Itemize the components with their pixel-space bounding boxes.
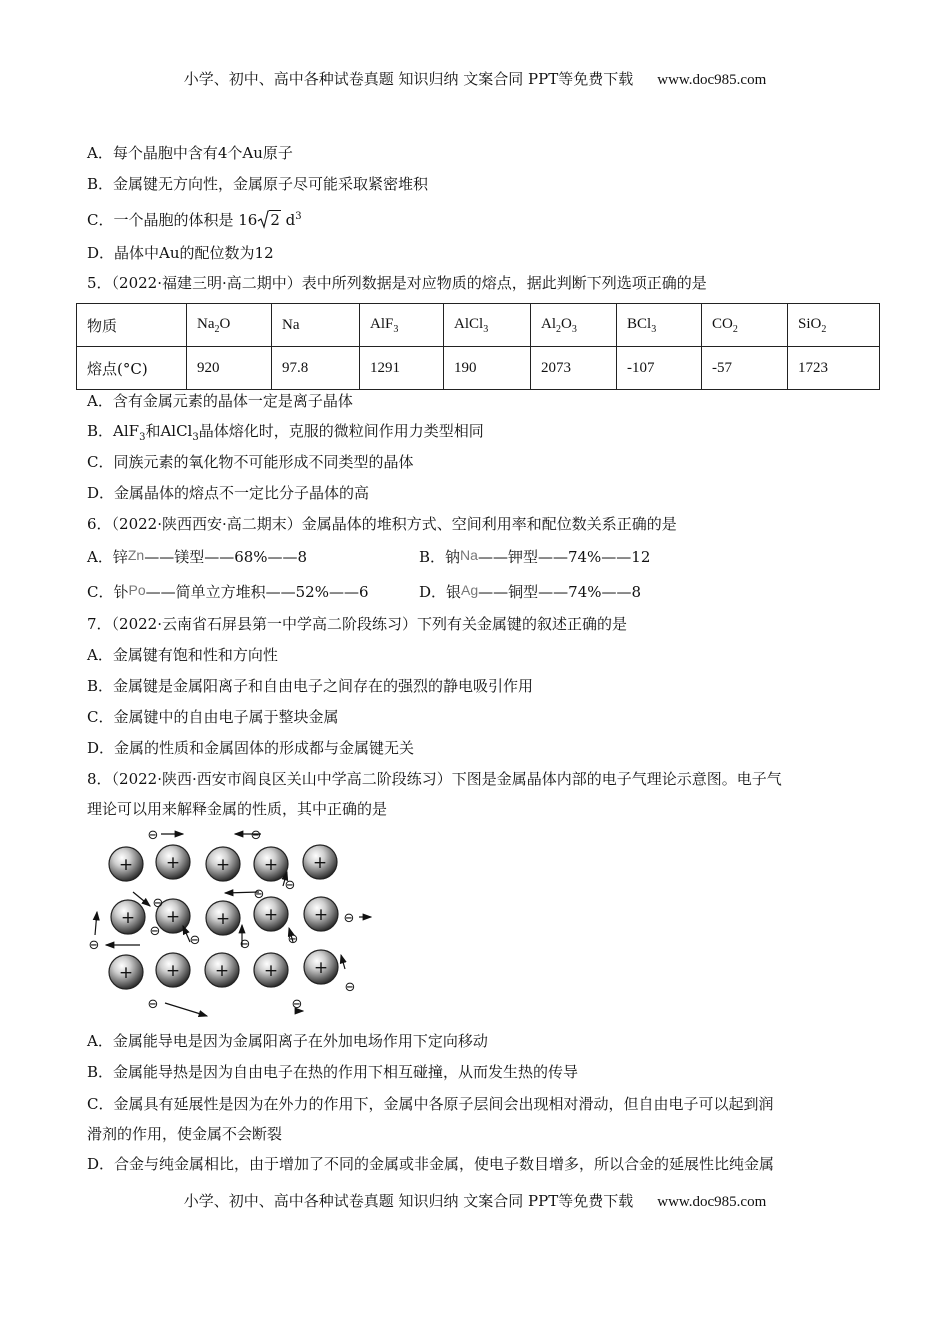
q6-a-text: ——镁型——68%——8 [144,548,308,566]
metal-cation [304,897,338,931]
q6-option-b [419,544,650,568]
table-cell-substance: BCl$_3$ [617,304,702,347]
free-electron: ⊖ [189,933,201,948]
q6-d-text: ——铜型——74%——8 [478,583,642,601]
cation-plus-sign: + [165,907,181,927]
table-cell-substance: SiO$_2$ [788,304,880,347]
header-text: 小学、初中、高中各种试卷真题 知识归纳 文案合同 PPT等免费下载 [183,70,634,88]
table-cell-value: 1723 [788,347,880,390]
table-cell-value: -107 [617,347,702,390]
q5-option-d: D．金属晶体的熔点不一定比分子晶体的高 [87,484,370,502]
subscript: 3 [192,432,199,443]
q4-c-exponent: 3 [295,211,302,222]
q4-option-c [87,206,302,231]
q7-option-c: C．金属键中的自由电子属于整块金属 [87,708,339,726]
q4-option-a: A．每个晶胞中含有4个Au原子 [87,144,293,162]
footer-url[interactable]: www.doc985.com [657,1194,767,1210]
q4-option-b: B．金属键无方向性，金属原子尽可能采取紧密堆积 [87,175,429,193]
q6-d-text: D．银 [419,583,462,601]
metal-cation [303,845,337,879]
metal-cation [254,897,288,931]
free-electron: ⊖ [149,924,161,939]
table-cell-substance: $CO_2$ [702,304,788,347]
electron-motion-arrow [95,912,97,935]
table-cell-substance: AlF$_3$ [360,304,444,347]
q5-option-b [87,420,484,449]
metal-cation [254,847,288,881]
cation-plus-sign: + [120,908,136,928]
q7-option-a: A．金属键有饱和性和方向性 [87,646,278,664]
q5-b-text: B．AlF [87,422,140,440]
metal-cation [109,955,143,989]
metal-cation [254,953,288,987]
q8-stem-line2: 理论可以用来解释金属的性质，其中正确的是 [87,800,388,818]
q5-stem: 5．（2022·福建三明·高二期中）表中所列数据是对应物质的熔点，据此判断下列选项正确的是 [87,274,707,292]
table-cell-label: 物质 [77,304,187,347]
cation-plus-sign: + [263,855,279,875]
q4-option-d: D．晶体中Au的配位数为12 [87,244,274,262]
q6-option-c [87,579,369,603]
free-electron: ⊖ [147,828,159,843]
metal-cation [111,900,145,934]
q5-b-text: 和AlCl [145,422,193,440]
metal-cation [156,845,190,879]
ion-group [109,845,338,989]
table-row-substance [77,304,880,347]
free-electron: ⊖ [343,911,355,926]
q7-option-b: B．金属键是金属阳离子和自由电子之间存在的强烈的静电吸引作用 [87,677,534,695]
q8-option-c-line1: C．金属具有延展性是因为在外力的作用下，金属中各原子层间会出现相对滑动，但自由电子可以起到润 [87,1095,774,1113]
table-cell-value: 920 [187,347,272,390]
cation-plus-sign: + [165,961,181,981]
q4-c-text: C．一个晶胞的体积是 16 [87,211,258,229]
element-symbol: Ag [461,582,479,598]
free-electron: ⊖ [152,896,164,911]
table-cell-value: -57 [702,347,788,390]
table-cell-label: 熔点(°C) [77,347,187,390]
free-electron: ⊖ [88,938,100,953]
q5-option-c: C．同族元素的氧化物不可能形成不同类型的晶体 [87,453,414,471]
cation-plus-sign: + [263,905,279,925]
cation-plus-sign: + [313,958,329,978]
q6-a-text: A．锌 [87,548,128,566]
q6-stem: 6．（2022·陕西西安·高二期末）金属晶体的堆积方式、空间利用率和配位数关系正确的是 [87,515,677,533]
free-electron: ⊖ [291,997,303,1012]
table-cell-substance: $Na_2O$ [187,304,272,347]
metal-cation [205,953,239,987]
electron-motion-arrow [165,1003,207,1016]
footer-text: 小学、初中、高中各种试卷真题 知识归纳 文案合同 PPT等免费下载 [183,1192,634,1210]
header-url[interactable]: www.doc985.com [657,72,767,88]
metal-cation [109,847,143,881]
cation-plus-sign: + [215,909,231,929]
q6-c-text: C．钋 [87,583,129,601]
q8-option-c-line2: 滑剂的作用，使金属不会断裂 [87,1125,283,1143]
table-cell-substance: Na [272,304,360,347]
sqrt-symbol [257,209,281,231]
page-header [0,68,950,89]
free-electron: ⊖ [147,997,159,1012]
melting-point-table [76,303,880,390]
cation-plus-sign: + [215,855,231,875]
element-symbol: Zn [127,547,145,563]
q6-option-d [419,579,641,603]
table-row-melting-point [77,347,880,390]
cation-plus-sign: + [313,905,329,925]
free-electron: ⊖ [344,980,356,995]
metal-cation [156,953,190,987]
table-cell-value: 1291 [360,347,444,390]
free-electron: ⊖ [250,828,262,843]
cation-plus-sign: + [263,961,279,981]
cation-plus-sign: + [118,963,134,983]
q8-option-d: D．合金与纯金属相比，由于增加了不同的金属或非金属，使电子数目增多，所以合金的延展性比纯金属 [87,1155,775,1173]
q8-option-b: B．金属能导热是因为自由电子在热的作用下相互碰撞，从而发生热的传导 [87,1063,579,1081]
page-footer [0,1190,950,1211]
sqrt-radicand: 2 [270,211,280,229]
free-electron: ⊖ [284,878,296,893]
q8-option-a: A．金属能导电是因为金属阳离子在外加电场作用下定向移动 [87,1032,488,1050]
metal-cation [206,847,240,881]
q8-stem-line1: 8．（2022·陕西·西安市阎良区关山中学高二阶段练习）下图是金属晶体内部的电子气理论示意图。电子气 [87,770,782,788]
cation-plus-sign: + [312,853,328,873]
free-electron: ⊖ [239,937,251,952]
cation-plus-sign: + [214,961,230,981]
free-electron: ⊖ [287,932,299,947]
table-cell-value: 2073 [531,347,617,390]
q5-b-text: 晶体熔化时，克服的微粒间作用力类型相同 [198,422,484,440]
electron-motion-arrow [341,955,345,969]
metal-cation [206,901,240,935]
q7-option-d: D．金属的性质和金属固体的形成都与金属键无关 [87,739,415,757]
cation-plus-sign: + [118,855,134,875]
q4-c-unit: d [280,211,296,229]
element-symbol: Na [460,547,478,563]
electron-gas-diagram [85,822,385,1018]
q5-option-a: A．含有金属元素的晶体一定是离子晶体 [87,392,353,410]
q6-b-text: B．钠 [419,548,461,566]
subscript: 3 [139,432,146,443]
q6-c-text: ——简单立方堆积——52%——6 [145,583,369,601]
q6-option-a [87,544,307,568]
element-symbol: Po [128,582,146,598]
table-cell-value: 190 [444,347,531,390]
table-cell-substance: $Al_2O_3$ [531,304,617,347]
q7-stem: 7．（2022·云南省石屏县第一中学高二阶段练习）下列有关金属键的叙述正确的是 [87,615,627,633]
cation-plus-sign: + [165,853,181,873]
table-cell-substance: AlCl$_3$ [444,304,531,347]
q6-b-text: ——钾型——74%——12 [477,548,651,566]
metal-cation [304,950,338,984]
free-electron: ⊖ [253,887,265,902]
table-cell-value: 97.8 [272,347,360,390]
